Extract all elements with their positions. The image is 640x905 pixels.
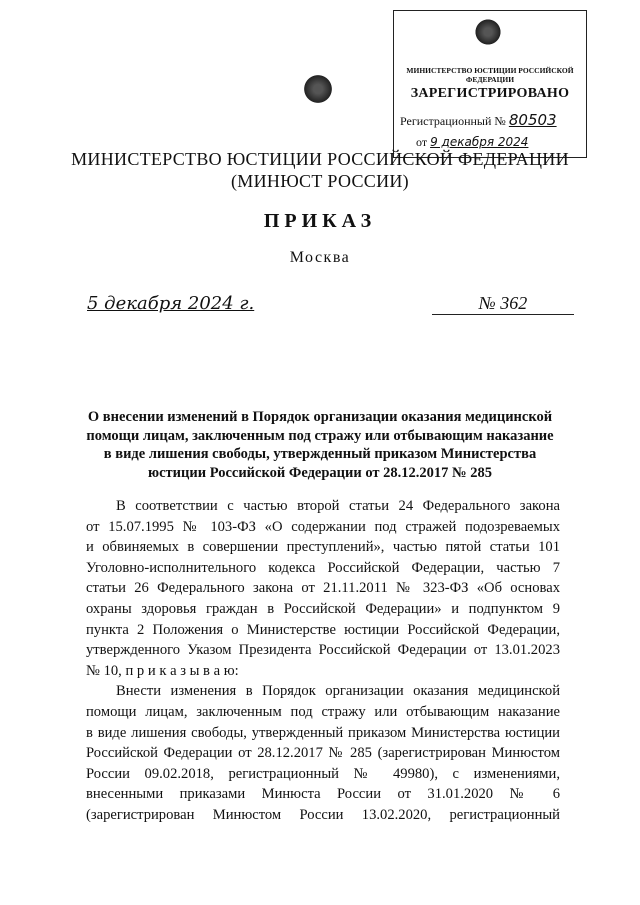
order-date-text: 5 декабря 2024 г. bbox=[87, 293, 255, 314]
coat-of-arms-emblem bbox=[303, 72, 333, 106]
document-body bbox=[86, 496, 560, 826]
body-line: Уголовно-исполнительного кодекса Российской Федерации, частью 7 bbox=[86, 559, 560, 576]
title-line: юстиции Российской Федерации от 28.12.2017 № 285 bbox=[148, 464, 492, 481]
document-type: ПРИКАЗ bbox=[263, 210, 377, 232]
order-number: № 362 bbox=[432, 293, 574, 315]
body-line: пункта 2 Положения о Министерстве юстиции Российской Федерации, bbox=[86, 621, 560, 638]
title-line: О внесении изменений в Порядок организации оказания медицинской bbox=[87, 409, 553, 425]
registration-stamp bbox=[393, 10, 587, 158]
reg-label: Регистрационный № bbox=[400, 114, 506, 128]
stamp-emblem bbox=[474, 17, 502, 47]
body-line: статьи 26 Федерального закона от 21.11.2011 № 323-ФЗ «Об основах bbox=[86, 580, 560, 597]
stamp-ministry: МИНИСТЕРСТВО ЮСТИЦИИ РОССИЙСКОЙ ФЕДЕРАЦИИ bbox=[406, 66, 574, 84]
order-date bbox=[87, 293, 254, 314]
body-line: России 09.02.2018, регистрационный № 49980), с изменениями, bbox=[86, 765, 560, 782]
stamp-status: ЗАРЕГИСТРИРОВАНО bbox=[410, 86, 570, 101]
ministry-line-2: (МИНЮСТ РОССИИ) bbox=[231, 171, 409, 191]
body-line: в виде лишения свободы, утвержденный приказом Министерства юстиции bbox=[86, 724, 560, 741]
stamp-reg-number bbox=[400, 111, 557, 129]
reg-number: 80503 bbox=[508, 111, 557, 129]
ministry-line-1: МИНИСТЕРСТВО ЮСТИЦИИ РОССИЙСКОЙ ФЕДЕРАЦИИ bbox=[71, 149, 569, 169]
body-line: охраны здоровья граждан в Российской Федерации» и подпунктом 9 bbox=[86, 600, 560, 617]
body-line: от 15.07.1995 № 103-ФЗ «О содержании под стражей подозреваемых bbox=[86, 518, 560, 535]
ministry-name bbox=[0, 148, 640, 192]
city: Москва bbox=[289, 249, 351, 266]
body-line: № 10, п р и к а з ы в а ю: bbox=[86, 662, 239, 679]
body-line: В соответствии с частью второй статьи 24 Федерального закона bbox=[116, 498, 560, 514]
body-line: внесенными приказами Минюста России от 31.01.2020 № 6 bbox=[86, 786, 560, 803]
date-label: от bbox=[416, 135, 428, 149]
title-line: в виде лишения свободы, утвержденный приказом Министерства bbox=[103, 446, 537, 462]
body-line: Российской Федерации от 28.12.2017 № 285 (зарегистрирован Минюстом bbox=[86, 745, 560, 762]
body-line: помощи лицам, заключенным под стражу или отбывающим наказание bbox=[86, 703, 560, 720]
body-line: Внести изменения в Порядок организации оказания медицинской bbox=[116, 683, 560, 700]
document-title bbox=[60, 408, 580, 482]
body-line: и обвиняемых в совершении преступлений», частью пятой статьи 101 bbox=[86, 539, 560, 556]
date-value: 9 декабря 2024 bbox=[430, 135, 529, 149]
body-line: (зарегистрирован Минюстом России 13.02.2020, регистрационный bbox=[86, 806, 560, 823]
body-line: утвержденного Указом Президента Российской Федерации от 13.01.2023 bbox=[86, 642, 560, 659]
title-line: помощи лицам, заключенным под стражу или отбывающим наказание bbox=[86, 427, 554, 444]
